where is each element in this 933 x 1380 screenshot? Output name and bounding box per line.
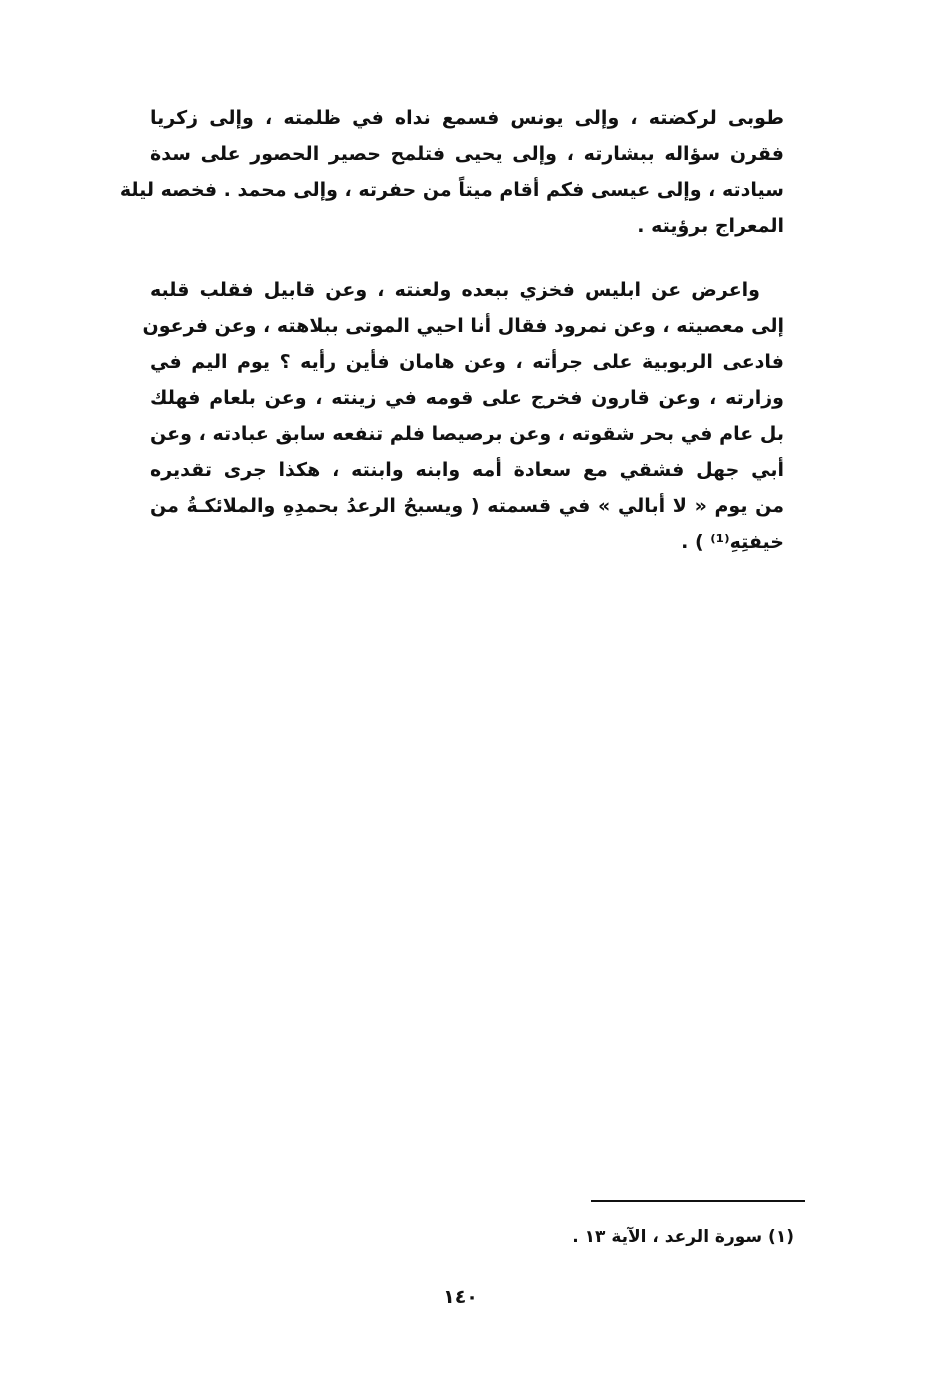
paragraph-line: خيفتِهِ⁽¹⁾ ) . [681, 531, 784, 553]
paragraph-line: فادعى الربوبية على جرأته ، وعن هامان فأين رأيه ؟ يوم اليم في [150, 351, 784, 373]
paragraph-2 [142, 272, 784, 560]
paragraph-line: واعرض عن ابليس فخزي ببعده ولعنته ، وعن قابيل فقلب قلبه [150, 279, 760, 301]
paragraph-line: من يوم « لا أبالي » في قسمته ( ويسبحُ الرعدُ بحمدِهِ والملائكـةُ من [150, 495, 784, 517]
page-number-label: ١٤٠ [443, 1286, 478, 1308]
paragraph-1 [119, 100, 784, 244]
paragraph-line: طوبى لركضته ، وإلى يونس فسمع نداه في ظلمته ، وإلى زكريا [150, 107, 784, 129]
paragraph-line: المعراج برؤيته . [637, 215, 784, 237]
footnote: (١) سورة الرعد ، الآية ١٣ . [572, 1227, 794, 1247]
paragraph-line: إلى معصيته ، وعن نمرود فقال أنا احيي الموتى ببلاهته ، وعن فرعون [142, 315, 784, 337]
paragraph-line: بل عام في بحر شقوته ، وعن برصيصا فلم تنفعه سابق عبادته ، وعن [150, 423, 784, 445]
paragraph-line: وزارته ، وعن قارون فخرج على قومه في زينته ، وعن بلعام فهلك [150, 387, 784, 409]
footnote-divider [591, 1200, 805, 1202]
page-number [0, 1282, 933, 1312]
paragraph-line: أبي جهل فشقي مع سعادة أمه وابنه وابنته ، هكذا جرى تقديره [150, 459, 784, 481]
paragraph-line: فقرن سؤاله ببشارته ، وإلى يحيى فتلمح حصير الحصور على سدة [150, 143, 784, 165]
paragraph-line: سيادته ، وإلى عيسى فكم أقام ميتاً من حفرته ، وإلى محمد . فخصه ليلة [119, 179, 784, 201]
